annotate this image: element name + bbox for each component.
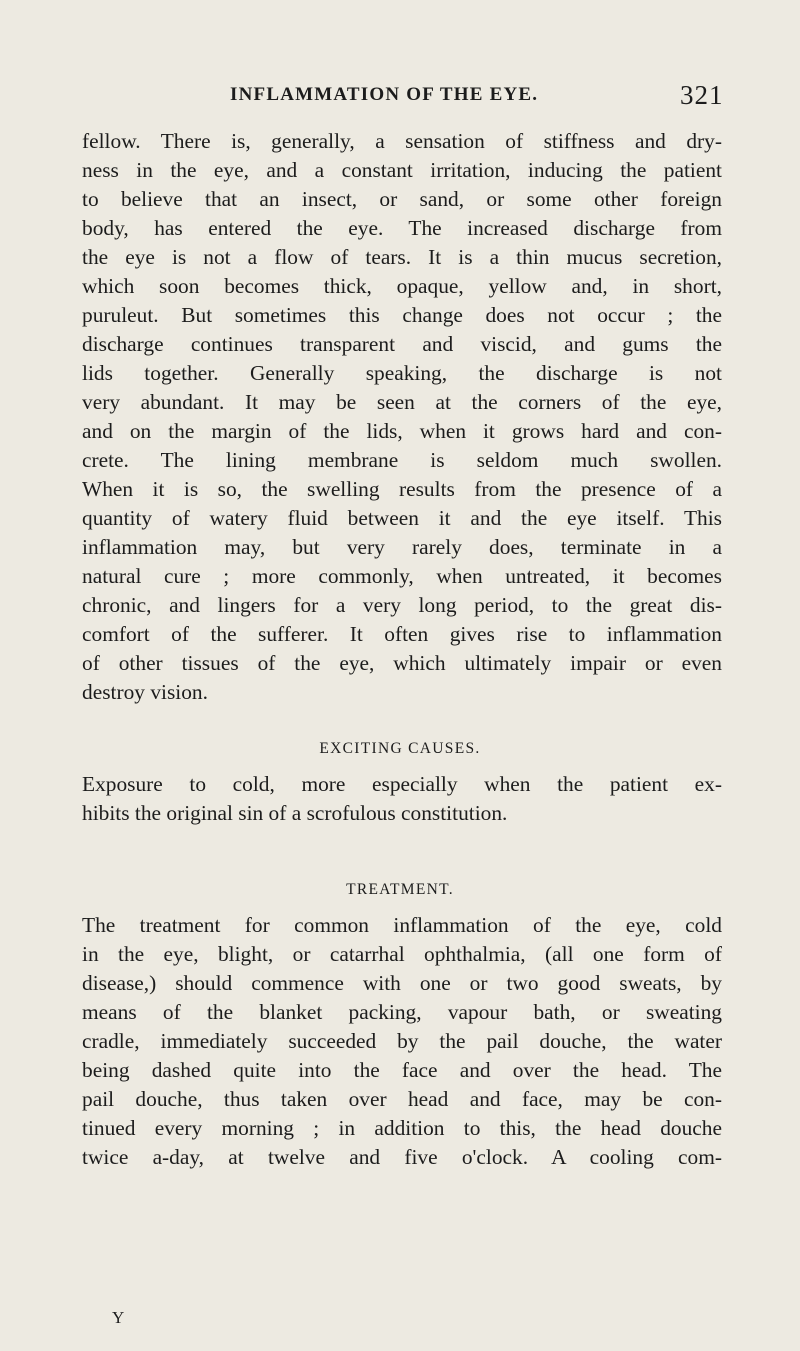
text-line: crete. The lining membrane is seldom much swollen. <box>82 448 722 472</box>
text-line: hibits the original sin of a scrofulous constitution. <box>82 801 508 825</box>
text-line: Exposure to cold, more especially when the patient ex- <box>82 772 722 796</box>
text-line: twice a-day, at twelve and five o'clock. A cooling com- <box>82 1145 722 1169</box>
text-line: destroy vision. <box>82 680 208 704</box>
text-line: disease,) should commence with one or two good sweats, by <box>82 971 722 995</box>
text-line: and on the margin of the lids, when it grows hard and con- <box>82 419 722 443</box>
text-line: pail douche, thus taken over head and face, may be con- <box>82 1087 722 1111</box>
running-title: INFLAMMATION OF THE EYE. <box>230 84 539 105</box>
text-line: in the eye, blight, or catarrhal ophthalmia, (all one form of <box>82 942 722 966</box>
text-line: lids together. Generally speaking, the discharge is not <box>82 361 722 385</box>
page-number: 321 <box>680 80 724 110</box>
text-line: ness in the eye, and a constant irritation, inducing the patient <box>82 158 722 182</box>
text-line: tinued every morning ; in addition to this, the head douche <box>82 1116 722 1140</box>
text-line: comfort of the sufferer. It often gives rise to inflammation <box>82 622 722 646</box>
section-heading-treatment: TREATMENT. <box>346 881 454 898</box>
text-line: inflammation may, but very rarely does, terminate in a <box>82 535 722 559</box>
text-line: puruleut. But sometimes this change does not occur ; the <box>82 303 722 327</box>
text-line: quantity of watery fluid between it and the eye itself. This <box>82 506 722 530</box>
text-line: very abundant. It may be seen at the corners of the eye, <box>82 390 722 414</box>
text-line: being dashed quite into the face and over the head. The <box>82 1058 722 1082</box>
text-line: to believe that an insect, or sand, or some other foreign <box>82 187 722 211</box>
text-line: The treatment for common inflammation of the eye, cold <box>82 913 722 937</box>
text-line: of other tissues of the eye, which ultimately impair or even <box>82 651 722 675</box>
text-line: When it is so, the swelling results from the presence of a <box>82 477 722 501</box>
text-line: which soon becomes thick, opaque, yellow and, in short, <box>82 274 722 298</box>
text-line: body, has entered the eye. The increased discharge from <box>82 216 722 240</box>
text-line: chronic, and lingers for a very long period, to the great dis- <box>82 593 722 617</box>
text-line: discharge continues transparent and viscid, and gums the <box>82 332 722 356</box>
text-line: means of the blanket packing, vapour bath, or sweating <box>82 1000 722 1024</box>
text-line: fellow. There is, generally, a sensation of stiffness and dry- <box>82 129 722 153</box>
text-line: the eye is not a flow of tears. It is a thin mucus secretion, <box>82 245 722 269</box>
text-line: cradle, immediately succeeded by the pail douche, the water <box>82 1029 722 1053</box>
signature-mark: Y <box>112 1308 125 1327</box>
section-heading-causes: EXCITING CAUSES. <box>319 740 481 757</box>
text-line: natural cure ; more commonly, when untreated, it becomes <box>82 564 722 588</box>
